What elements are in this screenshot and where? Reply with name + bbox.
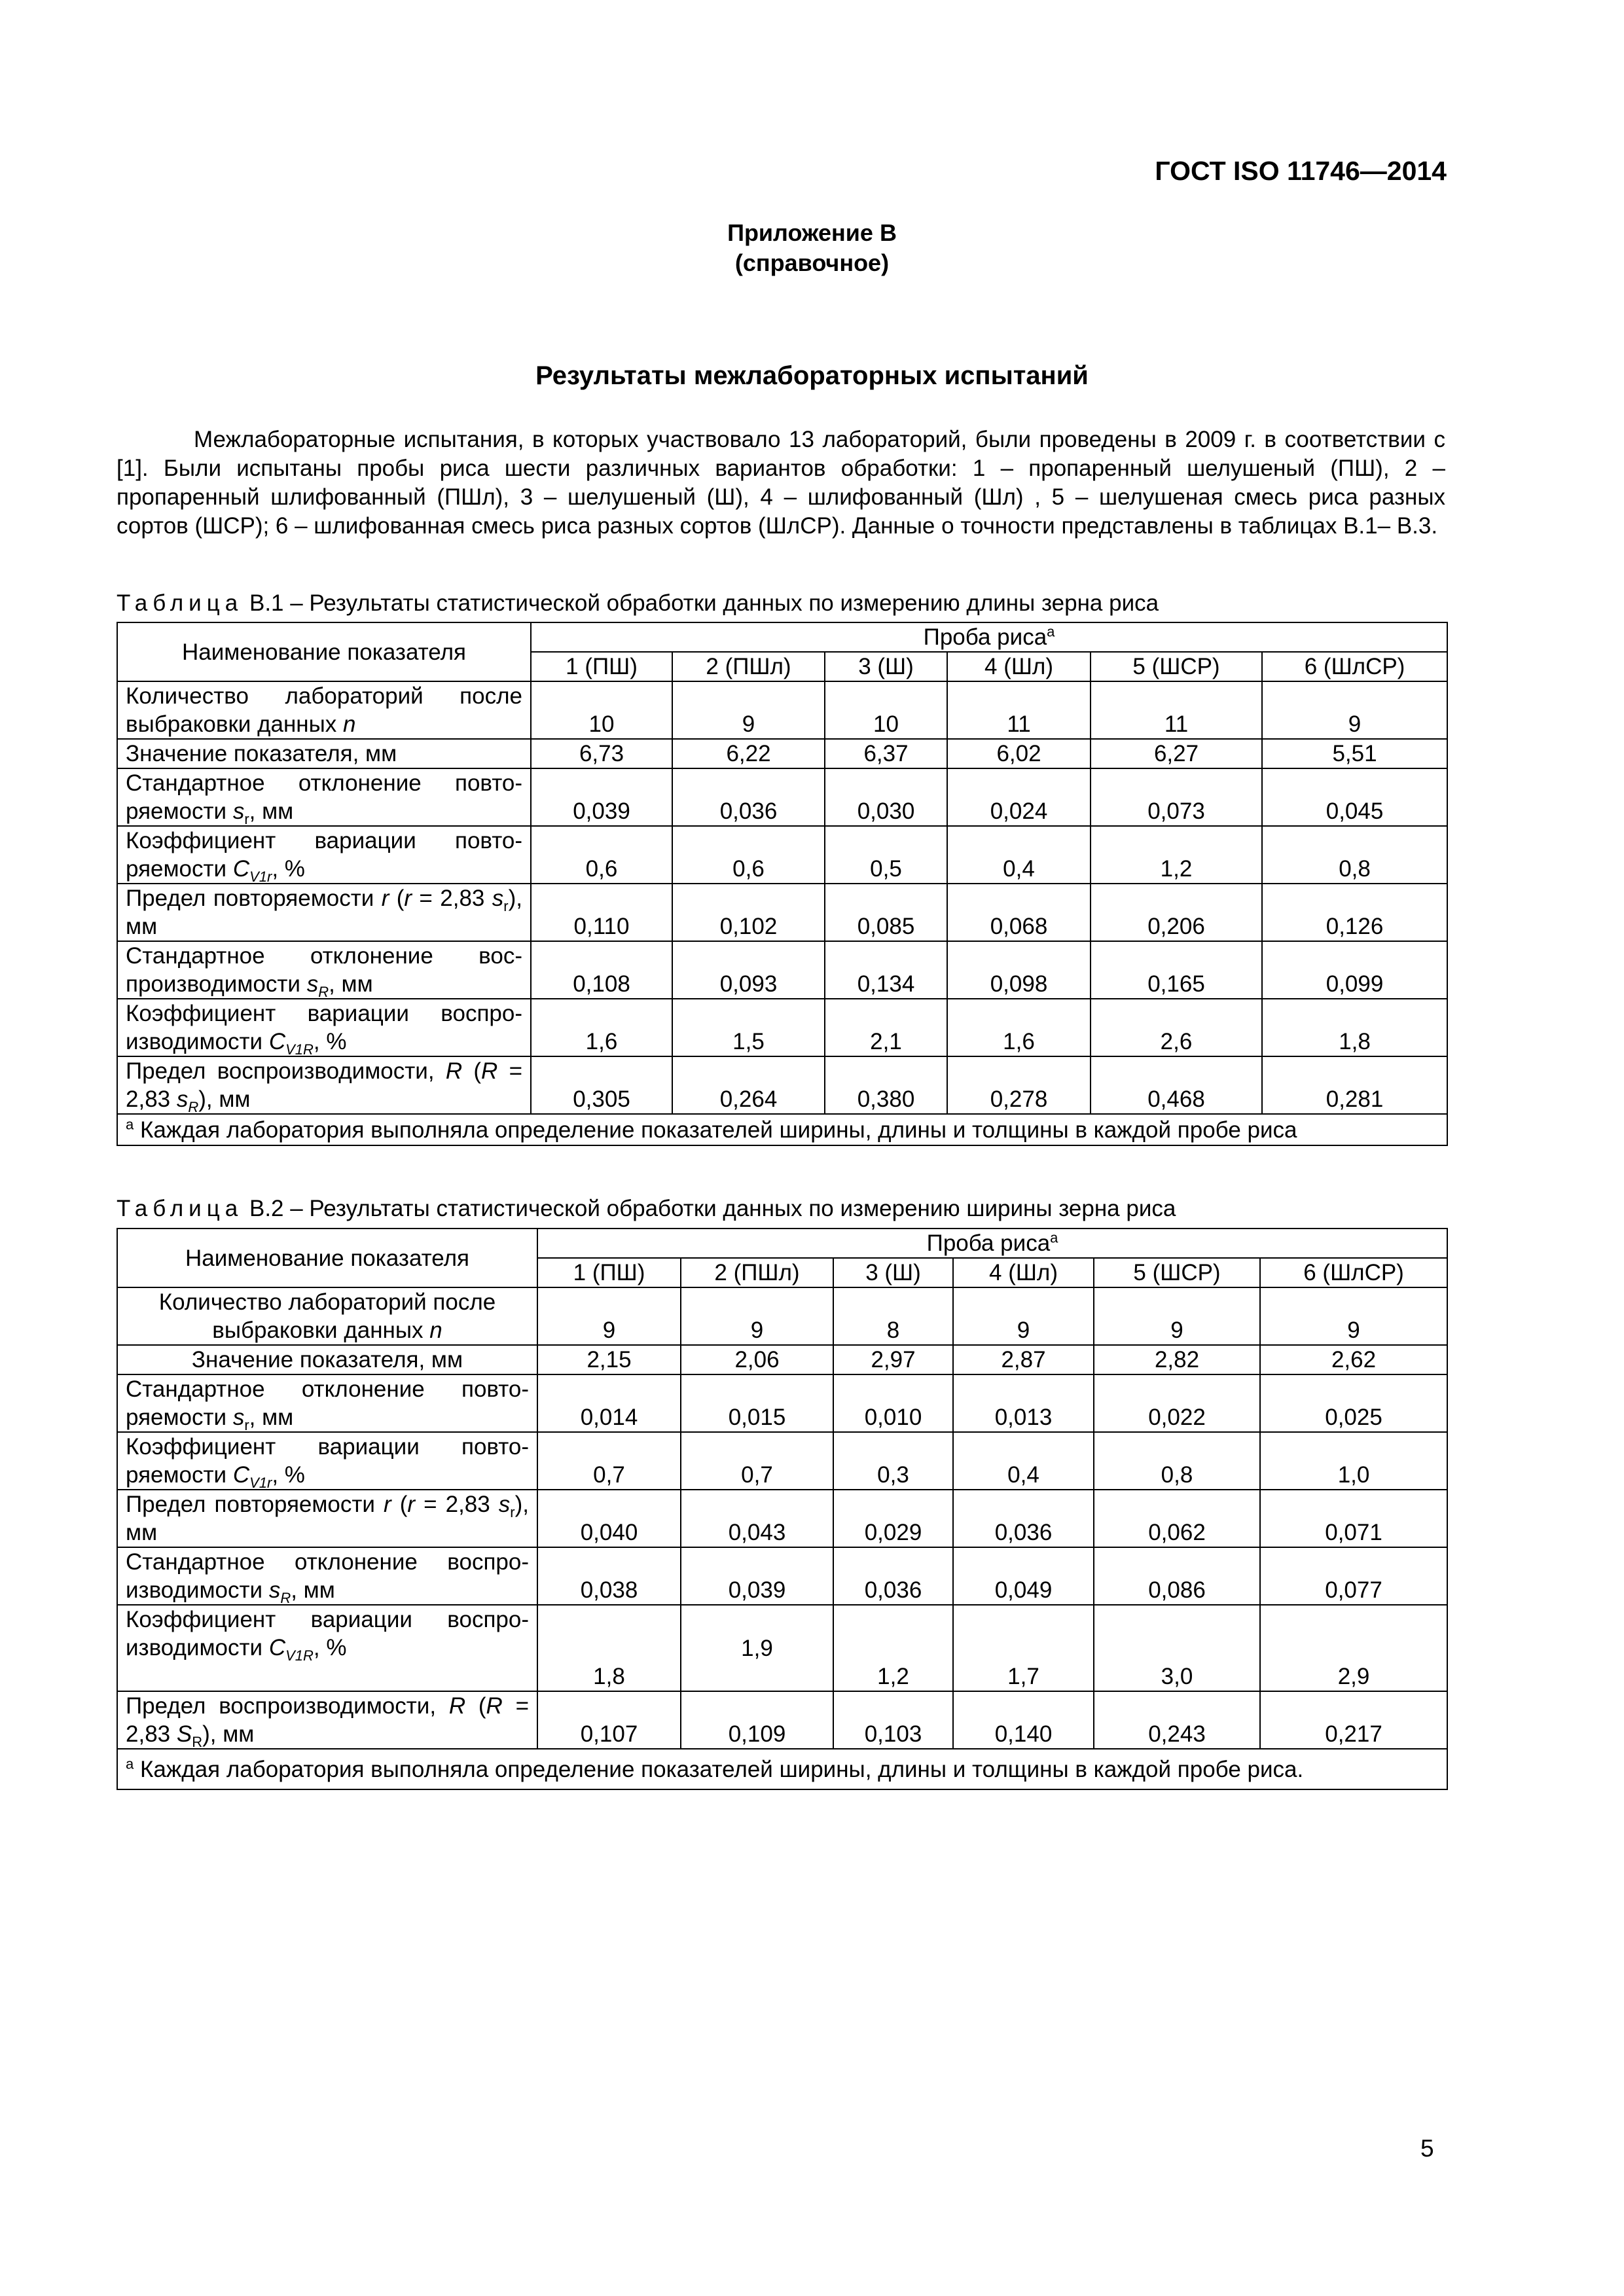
table-cell: 6,02 bbox=[947, 739, 1091, 768]
table-cell: 0,015 bbox=[681, 1374, 833, 1432]
table1-sample-3: 3 (Ш) bbox=[825, 652, 947, 681]
table1-sample-2: 2 (ПШл) bbox=[672, 652, 825, 681]
footnote-mark: a bbox=[126, 1115, 134, 1132]
row-label: Коэффициент вариации повто-ряемости $C_{V1r}$, % bbox=[117, 826, 531, 884]
table-cell: 0,8 bbox=[1094, 1432, 1260, 1490]
table-cell: 0,108 bbox=[531, 941, 672, 999]
table-cell: 2,9 bbox=[1260, 1605, 1447, 1691]
table-cell: 1,9 bbox=[681, 1605, 833, 1691]
table1-caption bbox=[117, 590, 1445, 617]
table-cell: 0,014 bbox=[537, 1374, 681, 1432]
table-cell: 1,8 bbox=[537, 1605, 681, 1691]
row-label: Значение показателя, мм bbox=[117, 1345, 537, 1374]
page-number: 5 bbox=[1420, 2135, 1434, 2162]
table-cell: 0,024 bbox=[947, 768, 1091, 826]
table-row bbox=[117, 826, 1447, 884]
table-row bbox=[117, 739, 1447, 768]
row-label: Количество лабораторий после выбраковки данных n bbox=[117, 1287, 537, 1345]
table-cell: 2,1 bbox=[825, 999, 947, 1056]
table-cell: 0,278 bbox=[947, 1056, 1091, 1114]
table-cell: 0,8 bbox=[1262, 826, 1447, 884]
appendix-heading bbox=[0, 218, 1624, 278]
appendix-type: (справочное) bbox=[734, 249, 890, 276]
table-cell: 11 bbox=[947, 681, 1091, 739]
table-cell: 0,025 bbox=[1260, 1374, 1447, 1432]
table2-sample-2: 2 (ПШл) bbox=[681, 1258, 833, 1287]
table-cell: 0,126 bbox=[1262, 884, 1447, 941]
table-cell: 0,098 bbox=[947, 941, 1091, 999]
table-cell: 0,013 bbox=[953, 1374, 1094, 1432]
table2-header-proba bbox=[537, 1229, 1447, 1258]
table-row bbox=[117, 941, 1447, 999]
table-cell: 0,073 bbox=[1091, 768, 1262, 826]
table-row bbox=[117, 999, 1447, 1056]
row-label: Значение показателя, мм bbox=[117, 739, 531, 768]
table2-sample-6: 6 (ШлСР) bbox=[1260, 1258, 1447, 1287]
row-label: Стандартное отклонение воспро-изводимости $s_R$, мм bbox=[117, 1547, 537, 1605]
table-cell: 0,022 bbox=[1094, 1374, 1260, 1432]
table-cell: 0,165 bbox=[1091, 941, 1262, 999]
row-label: Предел повторяемости r (r = 2,83 $s_r$), мм bbox=[117, 1490, 537, 1547]
table1-header-proba-text: Проба риса bbox=[923, 624, 1047, 650]
table1-footnote-row bbox=[117, 1114, 1447, 1145]
table-cell: 6,73 bbox=[531, 739, 672, 768]
table-cell: 0,140 bbox=[953, 1691, 1094, 1749]
table-cell: 9 bbox=[681, 1287, 833, 1345]
table-cell: 0,4 bbox=[947, 826, 1091, 884]
table-row bbox=[117, 1605, 1447, 1691]
table2-header-label: Наименование показателя bbox=[117, 1229, 537, 1287]
table-cell: 0,206 bbox=[1091, 884, 1262, 941]
table2-header-row bbox=[117, 1229, 1447, 1258]
table-cell: 0,068 bbox=[947, 884, 1091, 941]
table-cell: 9 bbox=[672, 681, 825, 739]
table-cell: 5,51 bbox=[1262, 739, 1447, 768]
table1-sample-1: 1 (ПШ) bbox=[531, 652, 672, 681]
table-cell: 0,380 bbox=[825, 1056, 947, 1114]
table-cell: 0,107 bbox=[537, 1691, 681, 1749]
table-cell: 9 bbox=[1260, 1287, 1447, 1345]
table-cell: 0,103 bbox=[833, 1691, 953, 1749]
table2-sample-4: 4 (Шл) bbox=[953, 1258, 1094, 1287]
table-cell: 11 bbox=[1091, 681, 1262, 739]
table1-header-row bbox=[117, 622, 1447, 652]
table1-caption-text: В.1 – Результаты статистической обработки данных по измерению длины зерна риса bbox=[249, 590, 1159, 616]
table-cell: 9 bbox=[953, 1287, 1094, 1345]
table-cell: 6,27 bbox=[1091, 739, 1262, 768]
table-row bbox=[117, 1374, 1447, 1432]
table-cell: 0,264 bbox=[672, 1056, 825, 1114]
table-cell: 2,62 bbox=[1260, 1345, 1447, 1374]
table2-header-proba-text: Проба риса bbox=[926, 1230, 1051, 1256]
table-cell: 2,87 bbox=[953, 1345, 1094, 1374]
table-cell: 1,6 bbox=[531, 999, 672, 1056]
table1-header-proba-sup: a bbox=[1047, 623, 1055, 640]
table1-header-proba bbox=[531, 622, 1447, 652]
table-cell: 3,0 bbox=[1094, 1605, 1260, 1691]
table-row bbox=[117, 768, 1447, 826]
row-label: Предел повторяемости r (r = 2,83 $s_r$), мм bbox=[117, 884, 531, 941]
appendix-label: Приложение В bbox=[727, 219, 897, 246]
table-cell: 0,036 bbox=[672, 768, 825, 826]
table-cell: 0,036 bbox=[833, 1547, 953, 1605]
table-cell: 1,2 bbox=[1091, 826, 1262, 884]
table-cell: 0,036 bbox=[953, 1490, 1094, 1547]
table2-footnote bbox=[117, 1749, 1447, 1789]
table-cell: 9 bbox=[537, 1287, 681, 1345]
table-cell: 0,109 bbox=[681, 1691, 833, 1749]
intro-paragraph: Межлабораторные испытания, в которых участвовало 13 лабораторий, были проведены в 2009 г. в соответствии с [1]. Были испытаны пробы риса шести различных вариантов обработки: 1 – пропаренный шелушеный (ПШ), 2 – пропаренный шлифованный (ПШл), 3 – шелушеный (Ш), 4 – шлифованный (Шл) , 5 – шелушеная смесь риса разных сортов (ШСР); 6 – шлифованная смесь риса разных сортов (ШлСР). Данные о точности представлены в таблицах В.1– В.3. bbox=[117, 427, 1445, 539]
table1-header-label: Наименование показателя bbox=[117, 622, 531, 681]
table-cell: 2,15 bbox=[537, 1345, 681, 1374]
table-cell: 0,045 bbox=[1262, 768, 1447, 826]
table1-sample-6: 6 (ШлСР) bbox=[1262, 652, 1447, 681]
table-cell: 1,7 bbox=[953, 1605, 1094, 1691]
table-cell: 0,010 bbox=[833, 1374, 953, 1432]
table2 bbox=[117, 1228, 1448, 1790]
table2-sample-5: 5 (ШСР) bbox=[1094, 1258, 1260, 1287]
table1-sample-5: 5 (ШСР) bbox=[1091, 652, 1262, 681]
table-cell: 6,22 bbox=[672, 739, 825, 768]
table-row bbox=[117, 1432, 1447, 1490]
table-cell: 2,82 bbox=[1094, 1345, 1260, 1374]
table-cell: 0,6 bbox=[672, 826, 825, 884]
table-cell: 9 bbox=[1262, 681, 1447, 739]
table-cell: 0,7 bbox=[537, 1432, 681, 1490]
table-row bbox=[117, 1345, 1447, 1374]
table-cell: 0,305 bbox=[531, 1056, 672, 1114]
table-cell: 0,243 bbox=[1094, 1691, 1260, 1749]
row-label: Стандартное отклонение повто-ряемости $s_r$, мм bbox=[117, 1374, 537, 1432]
table2-sample-1: 1 (ПШ) bbox=[537, 1258, 681, 1287]
table-cell: 0,040 bbox=[537, 1490, 681, 1547]
table-cell: 2,06 bbox=[681, 1345, 833, 1374]
table-cell: 0,217 bbox=[1260, 1691, 1447, 1749]
table-cell: 1,0 bbox=[1260, 1432, 1447, 1490]
table-cell: 8 bbox=[833, 1287, 953, 1345]
table-cell: 0,102 bbox=[672, 884, 825, 941]
table-cell: 0,5 bbox=[825, 826, 947, 884]
table-cell: 9 bbox=[1094, 1287, 1260, 1345]
table-row bbox=[117, 1056, 1447, 1114]
table-cell: 1,2 bbox=[833, 1605, 953, 1691]
row-label: Коэффициент вариации воспро-изводимости $C_{V1R}$, % bbox=[117, 999, 531, 1056]
table2-caption-text: В.2 – Результаты статистической обработки данных по измерению ширины зерна риса bbox=[249, 1196, 1176, 1221]
table-cell: 0,468 bbox=[1091, 1056, 1262, 1114]
table-cell: 0,093 bbox=[672, 941, 825, 999]
table-cell: 0,099 bbox=[1262, 941, 1447, 999]
table1-sample-4: 4 (Шл) bbox=[947, 652, 1091, 681]
table2-caption bbox=[117, 1196, 1445, 1222]
table-cell: 0,062 bbox=[1094, 1490, 1260, 1547]
table-cell: 0,134 bbox=[825, 941, 947, 999]
table-cell: 0,7 bbox=[681, 1432, 833, 1490]
table2-sample-3: 3 (Ш) bbox=[833, 1258, 953, 1287]
table-row bbox=[117, 1547, 1447, 1605]
footnote-mark: a bbox=[126, 1755, 134, 1772]
row-label: Предел воспроизводимости, R (R = 2,83 $s_R$), мм bbox=[117, 1056, 531, 1114]
table2-header-proba-sup: a bbox=[1050, 1229, 1058, 1246]
row-label: Коэффициент вариации воспро-изводимости $C_{V1R}$, % bbox=[117, 1605, 537, 1691]
row-label: Предел воспроизводимости, R (R = 2,83 $S_R$), мм bbox=[117, 1691, 537, 1749]
table-cell: 0,085 bbox=[825, 884, 947, 941]
table-row bbox=[117, 681, 1447, 739]
row-label: Стандартное отклонение повто-ряемости $s_r$, мм bbox=[117, 768, 531, 826]
table-cell: 0,039 bbox=[531, 768, 672, 826]
row-label: Количество лабораторий после выбраковки данных n bbox=[117, 681, 531, 739]
table-cell: 1,6 bbox=[947, 999, 1091, 1056]
table-cell: 0,039 bbox=[681, 1547, 833, 1605]
table-cell: 0,030 bbox=[825, 768, 947, 826]
table-cell: 10 bbox=[531, 681, 672, 739]
footnote-text: Каждая лаборатория выполняла определение показателей ширины, длины и толщины в каждой пробе риса. bbox=[139, 1756, 1304, 1782]
table-cell: 6,37 bbox=[825, 739, 947, 768]
table2-footnote-row bbox=[117, 1749, 1447, 1789]
table1-caption-word: Таблица bbox=[117, 590, 244, 616]
table-cell: 0,077 bbox=[1260, 1547, 1447, 1605]
table-row bbox=[117, 1691, 1447, 1749]
table-cell: 0,6 bbox=[531, 826, 672, 884]
table-cell: 0,110 bbox=[531, 884, 672, 941]
table-cell: 0,043 bbox=[681, 1490, 833, 1547]
table-cell: 10 bbox=[825, 681, 947, 739]
table-cell: 0,086 bbox=[1094, 1547, 1260, 1605]
table-row bbox=[117, 884, 1447, 941]
row-label: Коэффициент вариации повто-ряемости $C_{V1r}$, % bbox=[117, 1432, 537, 1490]
table-cell: 1,8 bbox=[1262, 999, 1447, 1056]
table-cell: 2,6 bbox=[1091, 999, 1262, 1056]
table-cell: 0,4 bbox=[953, 1432, 1094, 1490]
table-cell: 2,97 bbox=[833, 1345, 953, 1374]
table2-caption-word: Таблица bbox=[117, 1196, 244, 1221]
section-title: Результаты межлабораторных испытаний bbox=[535, 361, 1089, 390]
table-cell: 0,281 bbox=[1262, 1056, 1447, 1114]
table1 bbox=[117, 622, 1448, 1146]
table-cell: 0,3 bbox=[833, 1432, 953, 1490]
document-code: ГОСТ ISO 11746—2014 bbox=[1155, 156, 1447, 186]
table-cell: 0,029 bbox=[833, 1490, 953, 1547]
footnote-text: Каждая лаборатория выполняла определение показателей ширины, длины и толщины в каждой пробе риса bbox=[139, 1117, 1297, 1143]
row-label: Стандартное отклонение вос-производимости $s_R$, мм bbox=[117, 941, 531, 999]
table-cell: 0,038 bbox=[537, 1547, 681, 1605]
table-cell: 1,5 bbox=[672, 999, 825, 1056]
table-row bbox=[117, 1490, 1447, 1547]
table-cell: 0,071 bbox=[1260, 1490, 1447, 1547]
table1-footnote bbox=[117, 1114, 1447, 1145]
table-cell: 0,049 bbox=[953, 1547, 1094, 1605]
table-row bbox=[117, 1287, 1447, 1345]
